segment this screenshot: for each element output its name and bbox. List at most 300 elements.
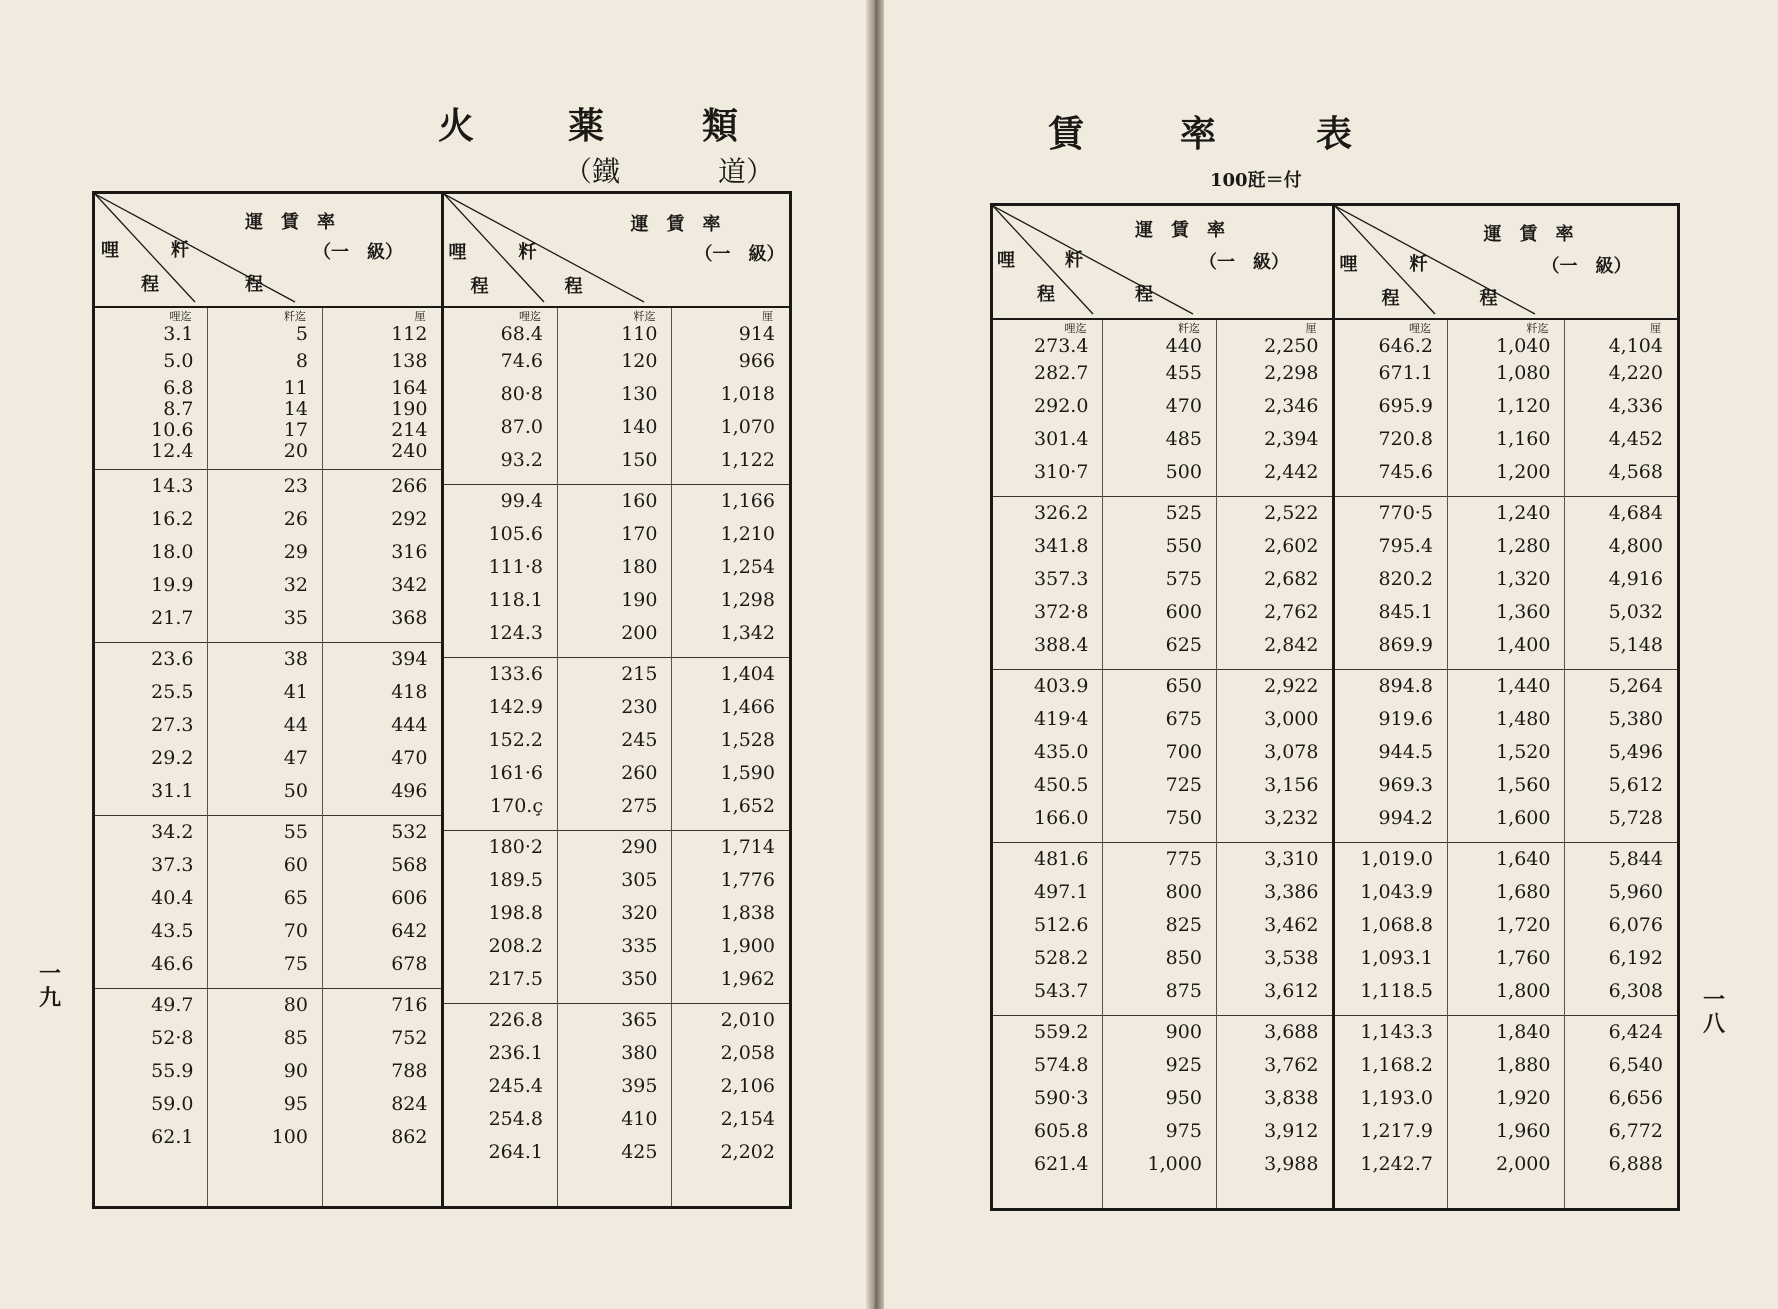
table-cell: 120	[621, 350, 658, 372]
table-cell: 3,462	[1264, 914, 1319, 936]
table-cell: 6,888	[1608, 1153, 1663, 1175]
header-grade-label: （一 級）	[1199, 252, 1289, 273]
table-cell: 60	[283, 854, 308, 876]
table-cell: 217.5	[488, 968, 543, 990]
km-column	[1103, 319, 1216, 1210]
table-cell: 55	[283, 821, 308, 843]
table-cell: 2,442	[1264, 461, 1319, 483]
header-miles-label: 哩	[1339, 254, 1358, 275]
header-miles-dist-label: 程	[470, 276, 489, 297]
table-cell: 161·6	[488, 762, 543, 784]
table-cell: 894.8	[1378, 675, 1433, 697]
header-rate-label: 運 賃 率	[245, 212, 335, 233]
table-cell: 481.6	[1034, 848, 1089, 870]
subtitle-left: （鐵	[564, 155, 621, 188]
table-cell: 575	[1165, 568, 1202, 590]
table-cell: 2,842	[1264, 634, 1319, 656]
header-block-4	[1334, 205, 1679, 320]
table-cell: 5	[295, 323, 308, 345]
table-cell: 1,960	[1496, 1120, 1551, 1142]
table-cell: 950	[1165, 1087, 1202, 1109]
table-cell: 1,440	[1496, 675, 1551, 697]
table-cell: 1,900	[720, 935, 775, 957]
table-cell: 5.0	[163, 350, 194, 372]
row-group	[672, 485, 789, 658]
table-cell: 29.2	[151, 747, 194, 769]
header-miles-label: 哩	[997, 250, 1015, 271]
table-cell: 590·3	[1034, 1087, 1089, 1109]
table-cell: 170.ç	[490, 795, 543, 817]
table-cell: 2,250	[1264, 335, 1319, 357]
table-cell: 3,310	[1264, 848, 1319, 870]
table-cell: 32	[283, 574, 308, 596]
unit-label: 厘	[414, 310, 426, 323]
table-cell: 25.5	[151, 681, 194, 703]
table-cell: 1,240	[1496, 502, 1551, 524]
header-miles-dist-label: 程	[141, 274, 159, 295]
table-cell: 5,960	[1608, 881, 1663, 903]
title-char-4: 賃	[1048, 113, 1085, 155]
unit-label: 哩迄	[1408, 322, 1431, 335]
table-cell: 8.7	[163, 398, 194, 420]
table-cell: 138	[391, 350, 428, 372]
table-cell: 105.6	[488, 523, 543, 545]
table-cell: 642	[391, 920, 428, 942]
table-cell: 133.6	[488, 663, 543, 685]
table-cell: 568	[391, 854, 428, 876]
table-cell: 500	[1165, 461, 1202, 483]
table-cell: 869.9	[1378, 634, 1433, 656]
table-cell: 75	[283, 953, 308, 975]
table-cell: 150	[621, 449, 658, 471]
table-cell: 2,000	[1496, 1153, 1551, 1175]
table-cell: 824	[391, 1093, 428, 1115]
row-group	[993, 497, 1102, 670]
table-cell: 5,844	[1608, 848, 1663, 870]
table-cell: 1,800	[1496, 980, 1551, 1002]
table-cell: 21.7	[151, 607, 194, 629]
table-cell: 5,264	[1608, 675, 1663, 697]
unit-label: 哩迄	[169, 310, 192, 323]
row-group	[1448, 1016, 1565, 1188]
table-cell: 1,404	[720, 663, 775, 685]
table-cell: 310·7	[1034, 461, 1089, 483]
row-group	[993, 1016, 1102, 1188]
table-cell: 93.2	[500, 449, 543, 471]
table-cell: 6,192	[1608, 947, 1663, 969]
table-cell: 273.4	[1034, 335, 1089, 357]
table-cell: 1,652	[720, 795, 775, 817]
header-block-2	[443, 193, 791, 308]
table-cell: 435.0	[1034, 741, 1089, 763]
table-cell: 470	[1165, 395, 1202, 417]
table-cell: 1,880	[1496, 1054, 1551, 1076]
table-cell: 31.1	[151, 780, 194, 802]
table-cell: 8	[295, 350, 308, 372]
row-group	[1103, 843, 1215, 1016]
table-cell: 190	[391, 398, 428, 420]
table-cell: 4,568	[1608, 461, 1663, 483]
header-km-label: 粁	[1065, 250, 1083, 271]
row-group	[1103, 323, 1215, 497]
table-cell: 180	[621, 556, 658, 578]
table-cell: 245.4	[488, 1075, 543, 1097]
unit-label: 粁迄	[1177, 322, 1200, 335]
table-cell: 2,394	[1264, 428, 1319, 450]
table-cell: 1,166	[720, 490, 775, 512]
table-cell: 4,916	[1608, 568, 1663, 590]
header-block-3	[992, 205, 1334, 320]
table-cell: 10.6	[151, 419, 194, 441]
row-group	[444, 1004, 556, 1176]
row-group	[323, 311, 442, 470]
table-cell: 1,838	[720, 902, 775, 924]
table-cell: 166.0	[1034, 807, 1089, 829]
table-cell: 14	[283, 398, 308, 420]
table-cell: 1,640	[1496, 848, 1551, 870]
table-cell: 357.3	[1034, 568, 1089, 590]
unit-label: 粁迄	[633, 310, 656, 323]
row-group	[444, 658, 556, 831]
row-group	[444, 311, 556, 485]
table-cell: 290	[621, 836, 658, 858]
header-km-dist-label: 程	[1479, 288, 1498, 309]
table-cell: 1,590	[720, 762, 775, 784]
table-cell: 455	[1165, 362, 1202, 384]
table-cell: 27.3	[151, 714, 194, 736]
table-cell: 1,680	[1496, 881, 1551, 903]
row-group	[1217, 323, 1333, 497]
table-cell: 410	[621, 1108, 658, 1130]
unit-label: 厘	[1305, 322, 1317, 335]
table-cell: 825	[1165, 914, 1202, 936]
table-cell: 605.8	[1034, 1120, 1089, 1142]
table-cell: 1,600	[1496, 807, 1551, 829]
table-cell: 292.0	[1034, 395, 1089, 417]
table-cell: 190	[621, 589, 658, 611]
table-cell: 1,000	[1147, 1153, 1202, 1175]
table-cell: 621.4	[1034, 1153, 1089, 1175]
table-cell: 4,104	[1608, 335, 1663, 357]
table-cell: 1,360	[1496, 601, 1551, 623]
table-cell: 994.2	[1378, 807, 1433, 829]
table-cell: 3,988	[1264, 1153, 1319, 1175]
table-cell: 1,320	[1496, 568, 1551, 590]
header-miles-label: 哩	[448, 242, 467, 263]
table-cell: 925	[1165, 1054, 1202, 1076]
table-cell: 720.8	[1378, 428, 1433, 450]
table-cell: 1,714	[720, 836, 775, 858]
table-cell: 275	[621, 795, 658, 817]
table-cell: 5,728	[1608, 807, 1663, 829]
row-group	[1335, 843, 1446, 1016]
table-cell: 55.9	[151, 1060, 194, 1082]
table-cell: 1,120	[1496, 395, 1551, 417]
table-cell: 80·8	[500, 383, 543, 405]
header-grade-label: （一 級）	[313, 242, 403, 263]
table-cell: 1,068.8	[1360, 914, 1433, 936]
row-group	[95, 311, 207, 470]
table-cell: 12.4	[151, 440, 194, 462]
table-cell: 350	[621, 968, 658, 990]
table-cell: 6,076	[1608, 914, 1663, 936]
table-cell: 646.2	[1378, 335, 1433, 357]
table-cell: 914	[738, 323, 775, 345]
table-cell: 1,280	[1496, 535, 1551, 557]
row-group	[1448, 323, 1565, 497]
table-cell: 574.8	[1034, 1054, 1089, 1076]
page-number-left	[38, 962, 62, 1010]
row-group	[1217, 843, 1333, 1016]
table-cell: 395	[621, 1075, 658, 1097]
row-group	[558, 658, 671, 831]
table-cell: 1,118.5	[1360, 980, 1433, 1002]
header-rate-label: 運 賃 率	[630, 214, 721, 235]
table-cell: 301.4	[1034, 428, 1089, 450]
table-cell: 112	[391, 323, 428, 345]
table-cell: 1,018	[720, 383, 775, 405]
row-group	[672, 658, 789, 831]
table-cell: 470	[391, 747, 428, 769]
title-char-3: 類	[702, 105, 739, 147]
table-cell: 532	[391, 821, 428, 843]
header-miles-dist-label: 程	[1381, 288, 1400, 309]
row-group	[1448, 843, 1565, 1016]
table-cell: 5,612	[1608, 774, 1663, 796]
row-group	[1565, 1016, 1677, 1188]
table-cell: 1,400	[1496, 634, 1551, 656]
table-cell: 34.2	[151, 821, 194, 843]
table-cell: 342	[391, 574, 428, 596]
table-cell: 95	[283, 1093, 308, 1115]
table-cell: 164	[391, 377, 428, 399]
table-cell: 264.1	[488, 1141, 543, 1163]
table-cell: 80	[283, 994, 308, 1016]
table-cell: 52·8	[151, 1027, 194, 1049]
table-cell: 70	[283, 920, 308, 942]
header-km-label: 粁	[171, 240, 189, 261]
table-cell: 1,298	[720, 589, 775, 611]
table-cell: 6,772	[1608, 1120, 1663, 1142]
table-cell: 59.0	[151, 1093, 194, 1115]
table-cell: 99.4	[500, 490, 543, 512]
table-cell: 2,922	[1264, 675, 1319, 697]
row-group	[672, 311, 789, 485]
table-cell: 716	[391, 994, 428, 1016]
table-cell: 525	[1165, 502, 1202, 524]
row-group	[323, 643, 442, 816]
table-cell: 236.1	[488, 1042, 543, 1064]
table-cell: 214	[391, 419, 428, 441]
row-group	[993, 323, 1102, 497]
table-cell: 4,220	[1608, 362, 1663, 384]
table-cell: 2,346	[1264, 395, 1319, 417]
table-cell: 6,540	[1608, 1054, 1663, 1076]
table-cell: 388.4	[1034, 634, 1089, 656]
table-cell: 40.4	[151, 887, 194, 909]
rate-column	[672, 307, 791, 1208]
table-cell: 341.8	[1034, 535, 1089, 557]
table-cell: 944.5	[1378, 741, 1433, 763]
table-cell: 16.2	[151, 508, 194, 530]
table-cell: 180·2	[488, 836, 543, 858]
row-group	[323, 816, 442, 989]
table-cell: 3,000	[1264, 708, 1319, 730]
table-cell: 254.8	[488, 1108, 543, 1130]
title-char-5: 率	[1180, 113, 1217, 155]
table-cell: 543.7	[1034, 980, 1089, 1002]
table-cell: 725	[1165, 774, 1202, 796]
table-cell: 320	[621, 902, 658, 924]
table-cell: 74.6	[500, 350, 543, 372]
table-cell: 1,776	[720, 869, 775, 891]
table-cell: 266	[391, 475, 428, 497]
table-cell: 2,010	[720, 1009, 775, 1031]
rate-column	[1216, 319, 1334, 1210]
table-cell: 4,684	[1608, 502, 1663, 524]
table-cell: 230	[621, 696, 658, 718]
header-rate-label: 運 賃 率	[1135, 220, 1225, 241]
table-cell: 18.0	[151, 541, 194, 563]
table-cell: 419·4	[1034, 708, 1089, 730]
table-cell: 118.1	[488, 589, 543, 611]
table-cell: 111·8	[488, 556, 543, 578]
table-cell: 3,386	[1264, 881, 1319, 903]
table-cell: 1,217.9	[1360, 1120, 1433, 1142]
row-group	[558, 311, 671, 485]
table-cell: 5,032	[1608, 601, 1663, 623]
table-cell: 650	[1165, 675, 1202, 697]
table-cell: 2,106	[720, 1075, 775, 1097]
unit-label: 粁迄	[1526, 322, 1549, 335]
table-cell: 820.2	[1378, 568, 1433, 590]
header-km-dist-label: 程	[245, 274, 263, 295]
table-cell: 2,154	[720, 1108, 775, 1130]
row-group	[1103, 1016, 1215, 1188]
row-group	[1103, 497, 1215, 670]
table-cell: 26	[283, 508, 308, 530]
row-group	[1217, 670, 1333, 843]
table-cell: 2,202	[720, 1141, 775, 1163]
row-group	[993, 843, 1102, 1016]
header-grade-label: （一 級）	[694, 244, 785, 265]
rate-table-left	[92, 191, 792, 1209]
table-cell: 497.1	[1034, 881, 1089, 903]
row-group	[672, 831, 789, 1004]
table-cell: 282.7	[1034, 362, 1089, 384]
table-cell: 403.9	[1034, 675, 1089, 697]
table-cell: 1,043.9	[1360, 881, 1433, 903]
unit-label: 哩迄	[518, 310, 541, 323]
table-cell: 444	[391, 714, 428, 736]
table-cell: 1,962	[720, 968, 775, 990]
table-cell: 1,168.2	[1360, 1054, 1433, 1076]
table-cell: 1,242.7	[1360, 1153, 1433, 1175]
table-cell: 4,800	[1608, 535, 1663, 557]
table-cell: 394	[391, 648, 428, 670]
row-group	[323, 470, 442, 643]
table-cell: 170	[621, 523, 658, 545]
table-cell: 3,688	[1264, 1021, 1319, 1043]
table-cell: 3,078	[1264, 741, 1319, 763]
table-cell: 1,920	[1496, 1087, 1551, 1109]
row-group	[208, 311, 321, 470]
table-cell: 770·5	[1378, 502, 1433, 524]
table-cell: 68.4	[500, 323, 543, 345]
table-cell: 1,160	[1496, 428, 1551, 450]
table-cell: 17	[283, 419, 308, 441]
row-group	[1217, 1016, 1333, 1188]
page-number-left-text: 一九	[38, 961, 61, 1011]
unit-label: 厘	[1650, 322, 1661, 335]
table-cell: 140	[621, 416, 658, 438]
table-cell: 1,122	[720, 449, 775, 471]
row-group	[1335, 1016, 1446, 1188]
table-cell: 1,080	[1496, 362, 1551, 384]
unit-note: 100瓩＝付	[1210, 170, 1302, 191]
table-cell: 919.6	[1378, 708, 1433, 730]
table-cell: 3,612	[1264, 980, 1319, 1002]
table-cell: 1,466	[720, 696, 775, 718]
table-cell: 3,838	[1264, 1087, 1319, 1109]
rate-table-right	[990, 203, 1680, 1211]
table-cell: 550	[1165, 535, 1202, 557]
table-cell: 20	[283, 440, 308, 462]
header-grade-label: （一 級）	[1541, 256, 1632, 277]
table-cell: 6.8	[163, 377, 194, 399]
table-cell: 600	[1165, 601, 1202, 623]
table-cell: 292	[391, 508, 428, 530]
table-cell: 316	[391, 541, 428, 563]
table-cell: 485	[1165, 428, 1202, 450]
km-column	[557, 307, 671, 1208]
miles-column	[992, 319, 1103, 1210]
table-cell: 969.3	[1378, 774, 1433, 796]
table-cell: 43.5	[151, 920, 194, 942]
table-cell: 198.8	[488, 902, 543, 924]
table-cell: 200	[621, 622, 658, 644]
rate-column	[1565, 319, 1679, 1210]
page-number-right	[1702, 988, 1726, 1036]
table-cell: 2,522	[1264, 502, 1319, 524]
table-cell: 440	[1165, 335, 1202, 357]
table-cell: 38	[283, 648, 308, 670]
table-cell: 5,380	[1608, 708, 1663, 730]
row-group	[208, 816, 321, 989]
table-cell: 47	[283, 747, 308, 769]
table-cell: 4,336	[1608, 395, 1663, 417]
table-cell: 130	[621, 383, 658, 405]
table-cell: 29	[283, 541, 308, 563]
row-group	[1103, 670, 1215, 843]
table-cell: 6,424	[1608, 1021, 1663, 1043]
table-cell: 1,040	[1496, 335, 1551, 357]
table-cell: 365	[621, 1009, 658, 1031]
rate-column	[322, 307, 443, 1208]
table-cell: 90	[283, 1060, 308, 1082]
miles-column	[443, 307, 557, 1208]
header-km-dist-label: 程	[1135, 284, 1153, 305]
table-cell: 4,452	[1608, 428, 1663, 450]
row-group	[1565, 497, 1677, 670]
table-cell: 2,058	[720, 1042, 775, 1064]
row-group	[672, 1004, 789, 1176]
subtitle-right: 道）	[718, 155, 775, 188]
table-cell: 1,528	[720, 729, 775, 751]
table-cell: 745.6	[1378, 461, 1433, 483]
row-group	[444, 831, 556, 1004]
row-group	[444, 485, 556, 658]
